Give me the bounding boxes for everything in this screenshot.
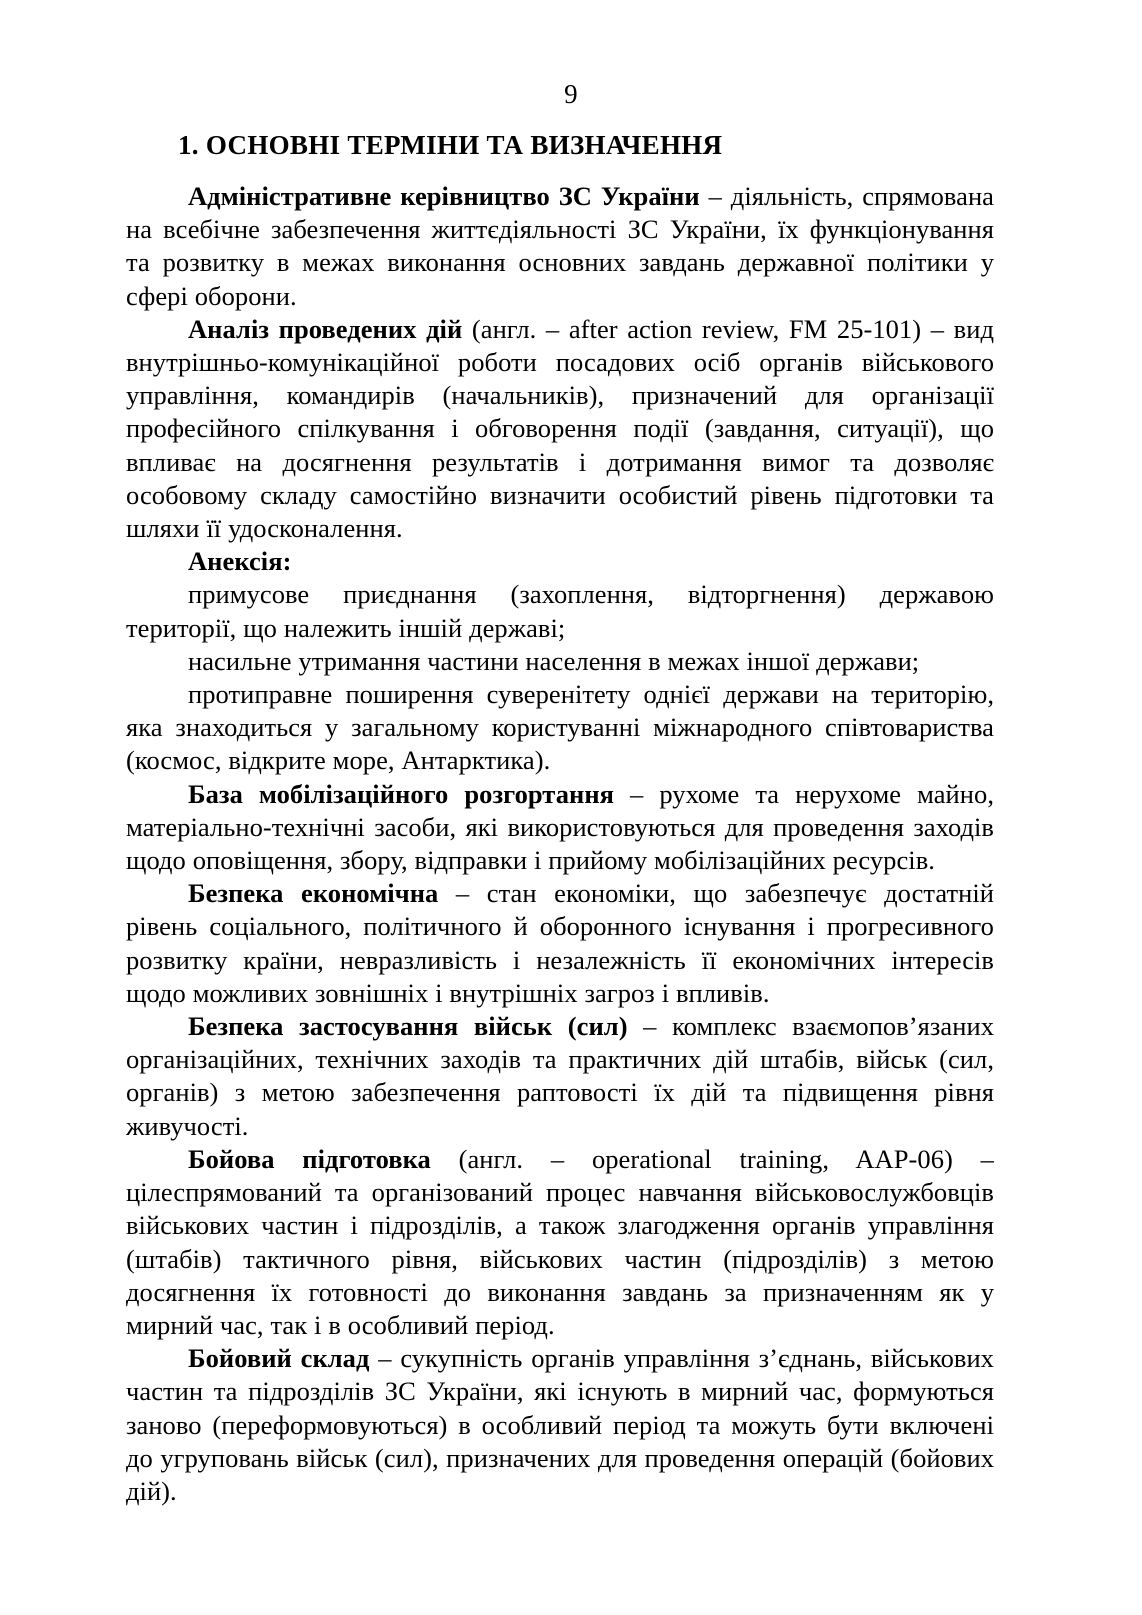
definition-text: насильне утримання частини населення в межах іншої держави;	[188, 645, 920, 676]
page-content	[126, 128, 994, 1508]
definition-term: База мобілізаційного розгортання	[188, 778, 615, 809]
definition-text: – сукупність органів управління з’єднань, військових частин та підрозділів ЗС України, які існують в мирний час, формуються заново (переформовуються) в особливий період та можуть бути включені до угруповань військ (сил), призначених для проведення операцій (бойових дій).	[126, 1343, 994, 1506]
definition-term: Безпека економічна	[188, 878, 439, 909]
definition-sub-item	[126, 578, 994, 644]
definition-entry	[126, 778, 994, 878]
definition-sub-item	[126, 678, 994, 778]
definition-text: протиправне поширення суверенітету однієї держави на територію, яка знаходиться у загальному користуванні міжнародного співтовариства (космос, відкрите море, Антарктика).	[126, 679, 994, 776]
definition-term: Адміністративне керівництво ЗС України	[188, 181, 700, 211]
definition-entry	[126, 180, 994, 313]
definition-entry	[126, 545, 994, 578]
definition-entry	[126, 313, 994, 545]
definition-text: – стан економіки, що забезпечує достатній рівень соціального, політичного й оборонного існування і прогресивного розвитку країни, невразливість і незалежність її економічних інтересів щодо можливих зовнішніх і внутрішніх загроз і впливів.	[126, 878, 994, 1008]
definition-entry	[126, 877, 994, 1010]
section-heading: 1. ОСНОВНІ ТЕРМІНИ ТА ВИЗНАЧЕННЯ	[178, 130, 723, 160]
definition-term: Анексія:	[188, 546, 292, 577]
page-number: 9	[564, 79, 578, 109]
definition-term: Бойова підготовка	[188, 1143, 431, 1174]
definition-text: – комплекс взаємопов’язаних організаційних, технічних заходів та практичних дій штабів, військ (сил, органів) з метою забезпечення раптовості їх дій та підвищення рівня живучості.	[126, 1011, 994, 1141]
definition-sub-item	[126, 645, 994, 678]
definition-entry	[126, 1010, 994, 1143]
definition-term: Бойовий склад	[188, 1343, 370, 1374]
definition-text: примусове приєднання (захоплення, відторгнення) державою території, що належить іншій державі;	[126, 579, 994, 643]
definition-entry	[126, 1342, 994, 1508]
definition-entry	[126, 1143, 994, 1342]
definitions-list	[126, 180, 994, 1508]
definition-text: – рухоме та нерухоме майно, матеріально-технічні засоби, які використовуються для проведення заходів щодо оповіщення, збору, відправки і прийому мобілізаційних ресурсів.	[126, 778, 994, 876]
definition-text: – діяльність, спрямована на всебічне забезпечення життєдіяльності ЗС України, їх функціонування та розвитку в межах виконання основних завдань державної політики у сфері оборони.	[126, 181, 994, 311]
definition-text: (англ. – after action review, FM 25-101) – вид внутрішньо-комунікаційної роботи посадових осіб органів військового управління, командирів (начальників), призначений для організації професійного спілкування і обговорення події (завдання, ситуації), що впливає на досягнення результатів і дотримання вимог та дозволяє особовому складу самостійно визначити особистий рівень підготовки та шляхи її удосконалення.	[126, 313, 994, 544]
definition-term: Безпека застосування військ (сил)	[188, 1011, 628, 1042]
definition-text: (англ. – operational training, AAP-06) – цілеспрямований та організований процес навчання військовослужбовців військових частин і підрозділів, а також злагодження органів управління (штабів) тактичного рівня, військових частин (підрозділів) з метою досягнення їх готовності до виконання завдань за призначенням як у мирний час, так і в особливий період.	[126, 1143, 994, 1340]
definition-term: Аналіз проведених дій	[188, 313, 463, 344]
